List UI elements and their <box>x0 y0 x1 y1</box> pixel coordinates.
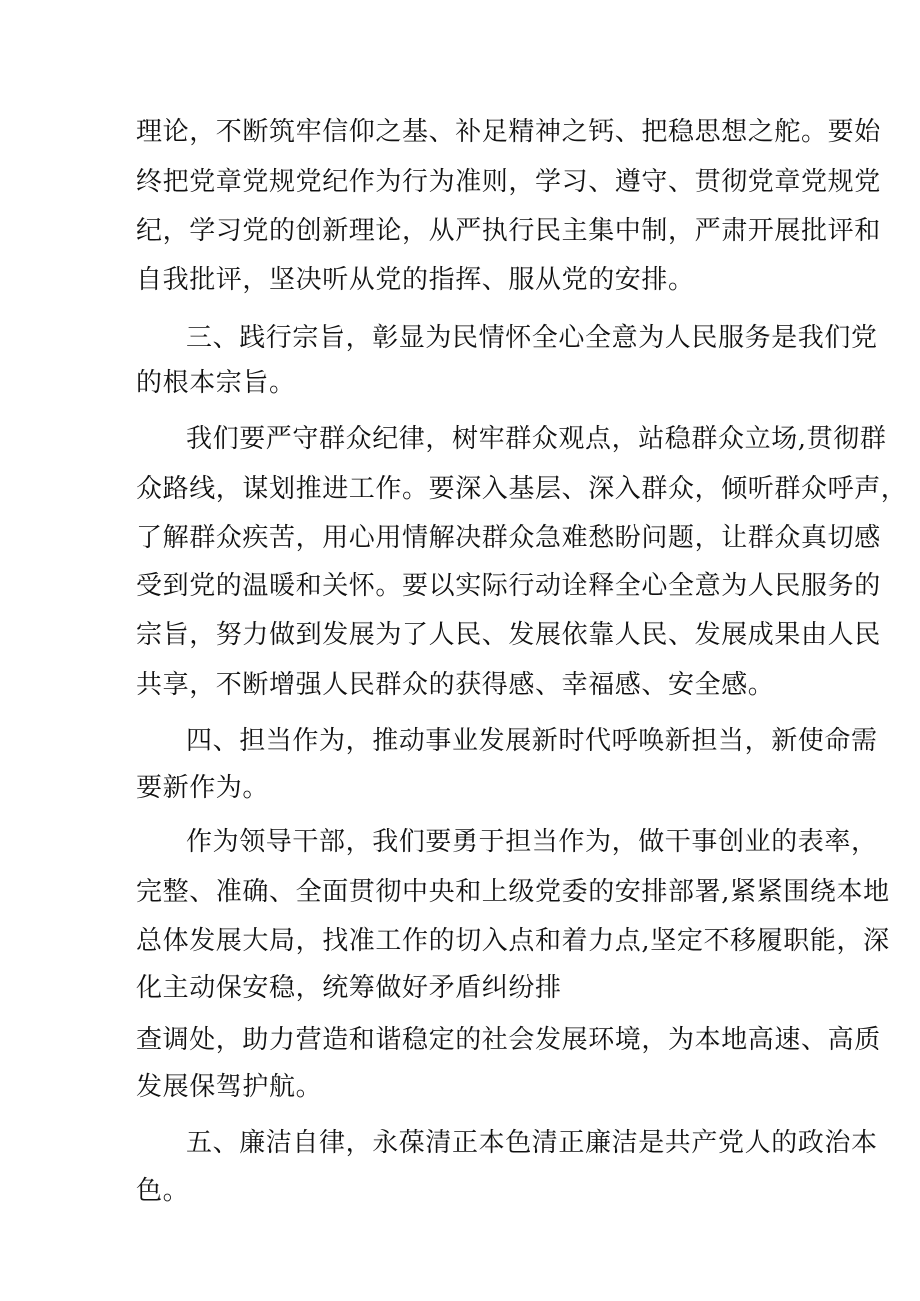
section-heading-line: 要新作为。 <box>136 773 270 803</box>
section-heading-line: 的根本宗旨。 <box>136 368 296 398</box>
text-line: 化主动保安稳，统筹做好矛盾纠纷排 <box>136 973 562 1003</box>
text-line: 自我批评，坚决听从党的指挥、服从党的安排。 <box>136 265 695 295</box>
section-heading-line: 三、践行宗旨，彰显为民情怀全心全意为人民服务是我们党 <box>186 323 878 353</box>
text-line: 作为领导干部，我们要勇于担当作为，做干事创业的表率， <box>186 827 878 857</box>
text-line: 理论，不断筑牢信仰之基、补足精神之钙、把稳思想之舵。要始 <box>136 117 881 147</box>
section-heading-line: 五、廉洁自律，永葆清正本色清正廉洁是共产党人的政治本 <box>186 1128 878 1158</box>
text-line: 纪，学习党的创新理论，从严执行民主集中制，严肃开展批评和 <box>136 216 881 246</box>
text-line: 我们要严守群众纪律，树牢群众观点，站稳群众立场,贯彻群 <box>186 424 887 454</box>
section-heading-line: 色。 <box>136 1176 190 1206</box>
text-line: 完整、准确、全面贯彻中央和上级党委的安排部署,紧紧围绕本地 <box>136 877 890 907</box>
text-line: 发展保驾护航。 <box>136 1072 323 1102</box>
text-line: 受到党的温暖和关怀。要以实际行动诠释全心全意为人民服务的 <box>136 571 881 601</box>
text-line: 共享，不断增强人民群众的获得感、幸福感、安全感。 <box>136 670 775 700</box>
text-line: 宗旨，努力做到发展为了人民、发展依靠人民、发展成果由人民 <box>136 620 881 650</box>
text-line: 终把党章党规党纪作为行为准则，学习、遵守、贯彻党章党规党 <box>136 167 881 197</box>
text-line: 总体发展大局，找准工作的切入点和着力点,坚定不移履职能，深 <box>136 926 890 956</box>
text-line: 众路线，谋划推进工作。要深入基层、深入群众，倾听群众呼声， <box>136 474 908 504</box>
section-heading-line: 四、担当作为，推动事业发展新时代呼唤新担当，新使命需 <box>186 726 878 756</box>
text-line: 了解群众疾苦，用心用情解决群众急难愁盼问题，让群众真切感 <box>136 523 881 553</box>
text-line: 查调处，助力营造和谐稳定的社会发展环境，为本地高速、高质 <box>136 1025 881 1055</box>
